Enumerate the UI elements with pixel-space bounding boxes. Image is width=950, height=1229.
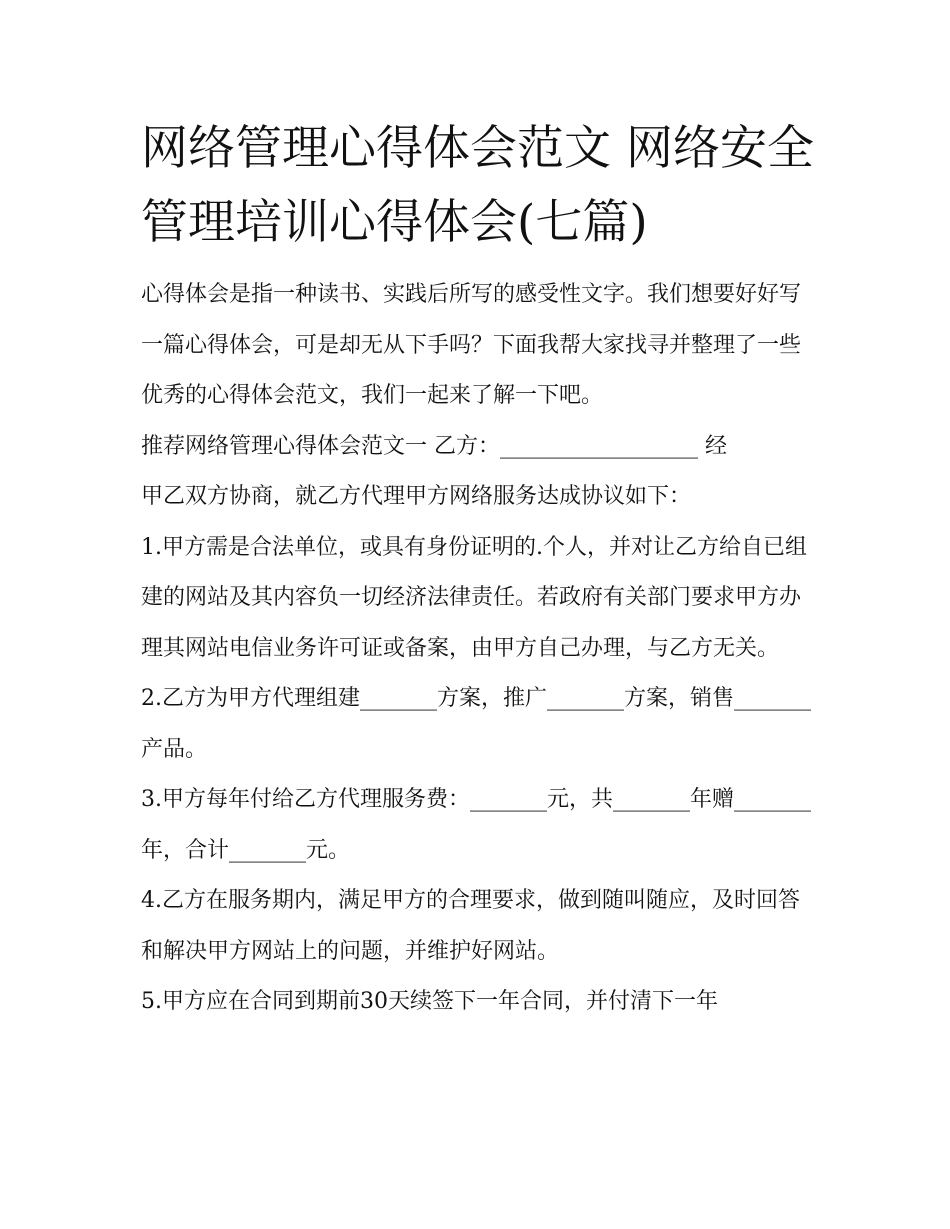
paragraph-recommend: 推荐网络管理心得体会范文一 乙方：__________________ 经 (141, 433, 727, 459)
paragraph-agreement: 甲乙双方协商，就乙方代理甲方网络服务达成协议如下： (141, 484, 692, 509)
clause-4: 4.乙方在服务期内，满足甲方的合理要求，做到随叫随应，及时回答和解决甲方网站上的问题，并维护好网站。 (141, 888, 800, 964)
document-page (141, 112, 821, 1028)
document-title: 网络管理心得体会范文 网络安全管理培训心得体会(七篇) (141, 121, 814, 250)
clause-1: 1.甲方需是合法单位，或具有身份证明的.个人，并对让乙方给自已组建的网站及其内容负一切经济法律责任。若政府有关部门要求甲方办理其网站电信业务许可证或备案，由甲方自己办理，与乙方无关。 (141, 534, 807, 661)
document-body (141, 270, 821, 1028)
clause-2: 2.乙方为甲方代理组建_______方案，推广_______方案，销售_______产品。 (141, 686, 811, 762)
paragraph-intro: 心得体会是指一种读书、实践后所写的感受性文字。我们想要好好写一篇心得体会，可是却无从下手吗？下面我帮大家找寻并整理了一些优秀的心得体会范文，我们一起来了解一下吧。 (141, 282, 802, 408)
clause-5: 5.甲方应在合同到期前30天续签下一年合同，并付清下一年 (141, 989, 718, 1014)
clause-3: 3.甲方每年付给乙方代理服务费：_______元，共_______年赠_______年，合计_______元。 (141, 787, 811, 863)
